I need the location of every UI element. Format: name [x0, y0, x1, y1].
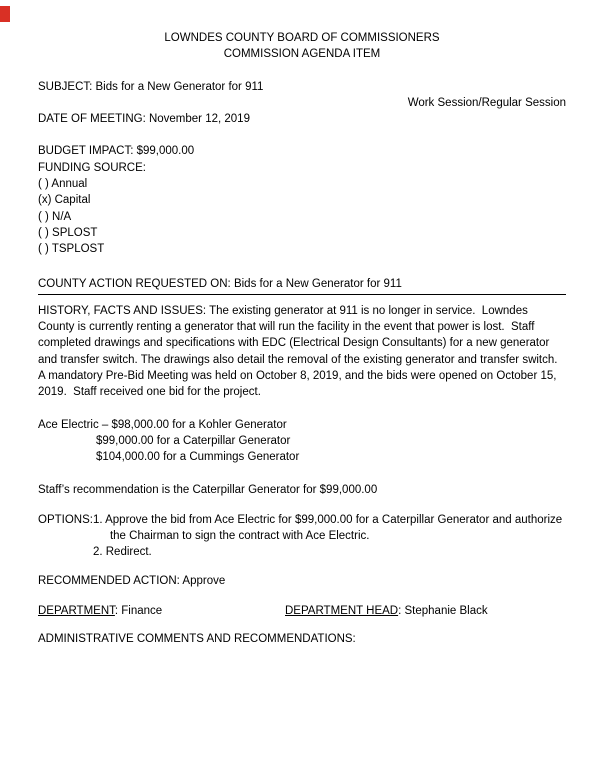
options-section: [38, 512, 566, 561]
options-label: OPTIONS:: [38, 513, 93, 526]
department-label: DEPARTMENT: [38, 605, 115, 618]
budget-impact: BUDGET IMPACT: $99,000.00: [38, 145, 195, 158]
funding-option-capital: (x) Capital: [38, 194, 91, 207]
department-row: [38, 603, 566, 619]
funding-option-annual: ( ) Annual: [38, 178, 88, 191]
red-corner-mark: [0, 6, 10, 22]
document-subtitle: COMMISSION AGENDA ITEM: [223, 48, 381, 61]
bid-alt-1: $99,000.00 for a Caterpillar Generator: [96, 434, 291, 447]
staff-recommendation: Staff’s recommendation is the Caterpillar Generator for $99,000.00: [38, 483, 378, 496]
option-2: 2. Redirect.: [92, 546, 152, 559]
history-facts-issues: HISTORY, FACTS AND ISSUES: The existing generator at 911 is no longer in service. Lowndes County is currently renting a generator that will run the facility in the event that power is lost. Staff completed drawings and specifications with EDC (Electrical Design Consultants) for a new generator and transfer switch. The drawings also detail the removal of the existing generator and transfer switch. A mandatory Pre-Bid Meeting was held on October 8, 2019, and the bids were opened on October 15, 2019. Staff received one bid for the project.: [38, 304, 567, 399]
admin-comments-heading: ADMINISTRATIVE COMMENTS AND RECOMMENDATIONS:: [38, 633, 356, 646]
option-1: 1. Approve the bid from Ace Electric for $99,000.00 for a Caterpillar Generator and authorize the Chairman to sign the contract with Ace Electric.: [92, 513, 563, 543]
department-head-label: DEPARTMENT HEAD: [285, 605, 399, 618]
meeting-date: DATE OF MEETING: November 12, 2019: [38, 113, 250, 126]
funding-option-tsplost: ( ) TSPLOST: [38, 243, 105, 256]
department-cell: [38, 603, 285, 619]
bid-primary: Ace Electric – $98,000.00 for a Kohler Generator: [38, 418, 287, 431]
department-head-cell: [285, 605, 488, 617]
funding-source-label: FUNDING SOURCE:: [38, 161, 146, 174]
subject-line: SUBJECT: Bids for a New Generator for 911: [38, 80, 264, 93]
board-title: LOWNDES COUNTY BOARD OF COMMISSIONERS: [164, 32, 440, 44]
funding-option-na: ( ) N/A: [38, 210, 72, 223]
department-head-value: : Stephanie Black: [398, 605, 488, 618]
department-value: : Finance: [114, 605, 163, 618]
session-type: Work Session/Regular Session: [407, 96, 566, 109]
recommended-action: RECOMMENDED ACTION: Approve: [38, 574, 226, 587]
document-header: [38, 30, 566, 63]
bid-alt-2: $104,000.00 for a Cummings Generator: [96, 451, 300, 464]
funding-option-splost: ( ) SPLOST: [38, 226, 98, 239]
county-action-line: COUNTY ACTION REQUESTED ON: Bids for a New Generator for 911: [38, 276, 566, 295]
options-list: [93, 512, 566, 561]
bids-block: [38, 417, 566, 466]
